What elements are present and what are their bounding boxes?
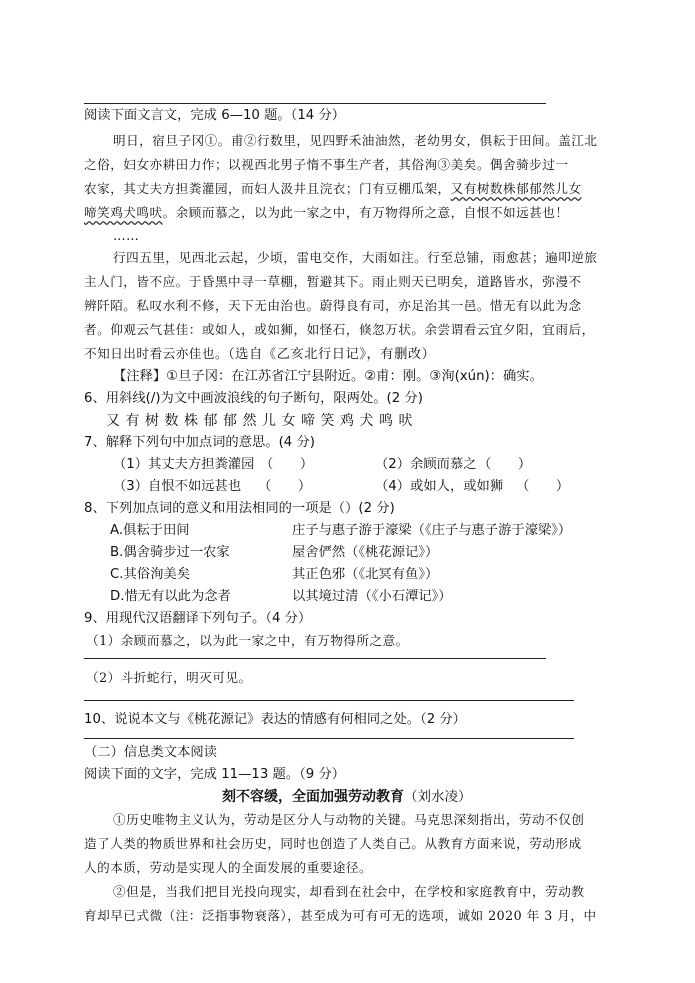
q8-prompt: 8、下列加点词的意义和用法相同的一项是（）(2 分)	[84, 501, 395, 516]
q6-sentence: 又有树数株郁郁然儿女啼笑鸡犬鸣吠	[106, 413, 418, 429]
q9-answer-line1[interactable]	[84, 658, 546, 659]
q8-option-d-left: D.惜无有以此为念者	[110, 589, 231, 604]
q10-prompt: 10、说说本文与《桃花源记》表达的情感有何相同之处。（2 分）	[84, 712, 466, 727]
q7-item3-blank: （ ）	[258, 479, 312, 494]
q7-item2-blank: （ ）	[478, 457, 532, 472]
article-p1-line2: 造了人类的物质世界和社会历史，同时也创造了人类自己。从教育方面来说，劳动形成	[84, 836, 582, 851]
top-rule	[84, 103, 546, 104]
passage-p2-line5	[84, 344, 435, 365]
part2-heading: （二）信息类文本阅读	[84, 745, 217, 760]
passage-p1-line3-text: 农家，其丈夫方担粪灌园，而妇人汲井且浣衣；门有豆棚瓜架，	[84, 181, 451, 196]
q9-sentence2: （2）斗折蛇行，明灭可见。	[86, 670, 252, 685]
article-p1-line1: ①历史唯物主义认为，劳动是区分人与动物的关键。马克思深刻指出，劳动不仅创	[113, 812, 585, 827]
passage-ellipsis: ……	[113, 228, 140, 243]
passage-p1-line3	[84, 179, 582, 199]
annotations: 【注释】①旦子冈：在江苏省江宁县附近。②甫：刚。③洵(xún)：确实。	[113, 369, 543, 384]
q7-prompt: 7、解释下列句中加点词的意思。(4 分)	[84, 435, 315, 450]
section-intro: 阅读下面文言文，完成 6—10 题。（14 分）	[84, 108, 346, 123]
article-author: （刘水凌）	[404, 789, 472, 805]
wavy-underlined-sentence-part2: 啼笑鸡犬鸣吠	[84, 205, 163, 220]
q7-item1-blank: （ ）	[260, 457, 314, 472]
article-title: 刻不容缓，全面加强劳动教育	[222, 789, 404, 805]
article-p1-line3: 人的本质，劳动是实现人的全面发展的重要途径。	[84, 860, 373, 875]
part2-intro: 阅读下面的文字，完成 11—13 题。（9 分）	[84, 767, 346, 782]
wavy-underlined-sentence-part1: 又有树数株郁郁然儿女	[450, 181, 582, 196]
q8-option-b-right: 屋舍俨然（《桃花源记》）	[292, 545, 439, 560]
q9-answer-line2[interactable]	[84, 700, 574, 701]
q9-prompt: 9、用现代汉语翻译下列句子。（4 分）	[84, 611, 312, 626]
q8-option-c-right: 其正色邪（《北冥有鱼》）	[292, 567, 439, 582]
q7-item4: （4）或如人，或如狮	[375, 479, 504, 494]
q7-item2: （2）余顾而慕之	[375, 457, 477, 472]
q8-option-d-right: 以其境过清（《小石潭记》）	[292, 589, 452, 604]
q7-item1: （1）其丈夫方担粪灌园	[113, 457, 255, 472]
q9-sentence1: （1）余顾而慕之，以为此一家之中，有万物得所之意。	[86, 633, 409, 648]
q7-item4-blank: （ ）	[516, 479, 570, 494]
q7-item3: （3）自恨不如远甚也	[113, 479, 242, 494]
q10-answer-line[interactable]	[84, 738, 574, 739]
q8-option-c-left: C.其俗洵美矣	[110, 567, 190, 582]
article-title-line	[222, 787, 472, 808]
passage-p2-line5-text: 不知日出时看云亦佳也。	[84, 346, 229, 361]
passage-p1-line1: 明日，宿旦子冈①。甫②行数里，见四野禾油油然，老幼男女，俱耘于田间。盖江北	[113, 133, 598, 148]
passage-p2-line4: 者。仰观云气甚佳：或如人，或如狮，如怪石，倏忽万状。余尝谓看云宜夕阳，宜雨后，	[84, 322, 595, 337]
q8-option-a-left: A.俱耘于田间	[110, 523, 190, 538]
passage-p1-line4	[84, 203, 568, 223]
article-p2-line1: ②但是，当我们把目光投向现实，却看到在社会中，在学校和家庭教育中，劳动教	[113, 884, 585, 899]
article-p2-line2: 育却早已式微（注：泛指事物衰落），甚至成为可有可无的选项，诚如 2020 年 3 月，中	[84, 908, 597, 923]
q6-prompt: 6、用斜线(/)为文中画波浪线的句子断句，限两处。(2 分)	[84, 391, 423, 406]
passage-p2-line3: 辨阡陌。私叹水利不修，天下无由治也。蔚得良有司，亦足治其一邑。惜无有以此为念	[84, 298, 582, 313]
passage-p2-line2: 主人门，皆不应。于昏黑中寻一草棚，暂避其下。雨止则天已明矣，道路皆水，弥漫不	[84, 274, 582, 289]
passage-source: （选自《乙亥北行日记》，有删改）	[228, 347, 436, 362]
passage-p1-line4-text: 。余顾而慕之，以为此一家之中，有万物得所之意，自恨不如远甚也！	[162, 205, 569, 220]
passage-p1-line2: 之俗，妇女亦耕田力作；以视西北男子惰不事生产者，其俗洵③美矣。偶舍骑步过一	[84, 157, 569, 172]
passage-p2-line1: 行四五里，见西北云起，少顷，雷电交作，大雨如注。行至总铺，雨愈甚；遍叩逆旅	[113, 250, 598, 265]
q8-option-a-right: 庄子与惠子游于濠梁（《庄子与惠子游于濠梁》）	[292, 523, 572, 538]
q8-option-b-left: B.偶舍骑步过一农家	[110, 545, 230, 560]
